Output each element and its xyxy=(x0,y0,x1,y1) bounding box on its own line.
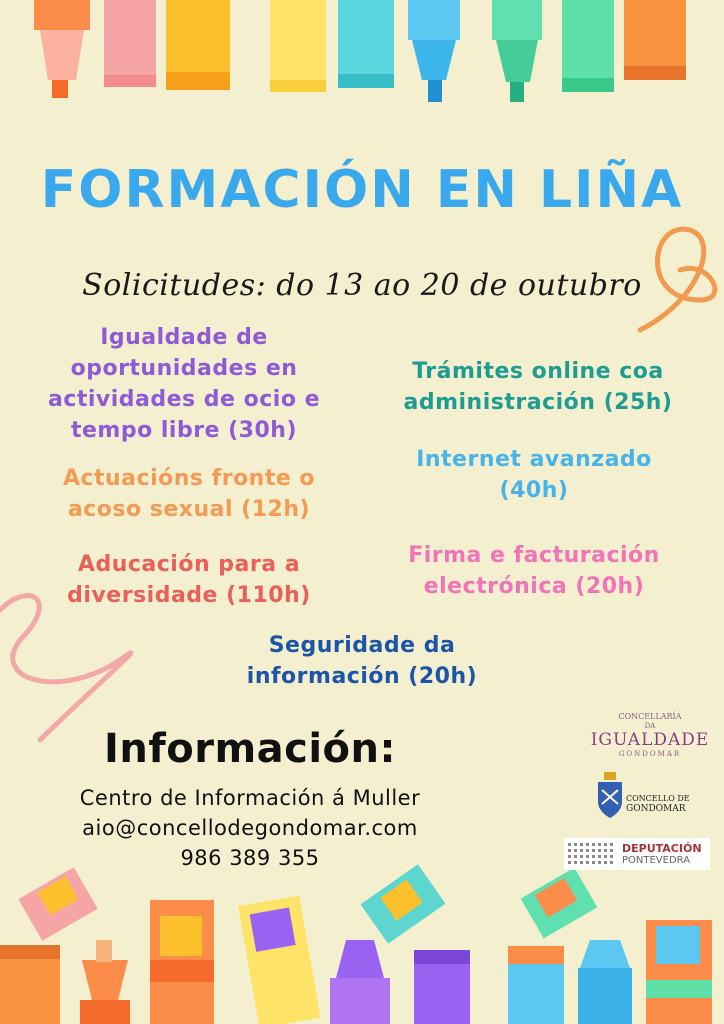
course-line: tempo libre (30h) xyxy=(70,418,298,443)
course-line: diversidade (110h) xyxy=(67,583,311,608)
logo-igualdade-top: CONCELLARÍA xyxy=(618,712,682,721)
course-line: Seguridade da xyxy=(268,633,456,658)
info-centre: Centro de Información á Muller xyxy=(79,786,421,810)
logo-concello-1: CONCELLO DE xyxy=(626,794,690,803)
course-line: actividades de ocio e xyxy=(47,387,321,412)
course-line: información (20h) xyxy=(246,664,478,689)
info-phone[interactable]: 986 389 355 xyxy=(180,846,320,870)
course-firma xyxy=(378,540,690,602)
course-line: Trámites online coa xyxy=(412,359,664,384)
course-line: Aducación para a xyxy=(77,552,301,577)
course-igualdade xyxy=(24,322,344,446)
course-line: Internet avanzado xyxy=(416,447,652,472)
course-line: acoso sexual (12h) xyxy=(67,497,311,522)
pink-scribble xyxy=(0,596,131,740)
logo-igualdade-mid: DA xyxy=(644,722,656,730)
logo-deputacion-2: PONTEVEDRA xyxy=(622,855,691,866)
course-line: electrónica (20h) xyxy=(423,574,645,599)
igualdade-logo xyxy=(586,712,714,762)
logo-igualdade-main: IGUALDADE xyxy=(590,730,710,750)
bottom-markers xyxy=(0,864,712,1024)
concello-logo xyxy=(596,772,708,820)
logo-deputacion-1: DEPUTACIÓN xyxy=(622,842,702,855)
course-line: Firma e facturación xyxy=(408,543,660,568)
top-markers xyxy=(34,0,686,102)
course-internet xyxy=(378,444,690,506)
info-heading: Información: xyxy=(103,726,396,772)
course-line: Actuacións fronte o xyxy=(62,466,316,491)
course-line: (40h) xyxy=(499,478,569,503)
course-line: administración (25h) xyxy=(403,390,673,415)
course-acoso xyxy=(24,463,354,525)
course-line: oportunidades en xyxy=(70,356,298,381)
course-seguridade xyxy=(200,630,524,692)
logo-igualdade-sub: GONDOMAR xyxy=(618,750,682,758)
deputacion-logo xyxy=(564,838,710,870)
course-line: Igualdade de xyxy=(100,325,268,350)
logo-concello-2: GONDOMAR xyxy=(626,804,686,814)
info-email[interactable]: aio@concellodegondomar.com xyxy=(82,816,418,840)
course-diversidade xyxy=(24,549,354,611)
course-tramites xyxy=(378,356,698,418)
poster-title: FORMACIÓN EN LIÑA xyxy=(40,160,684,220)
poster-subtitle: Solicitudes: do 13 ao 20 de outubro xyxy=(82,268,642,303)
coat-of-arms-icon xyxy=(596,772,624,818)
deputacion-dots-icon xyxy=(568,843,620,865)
